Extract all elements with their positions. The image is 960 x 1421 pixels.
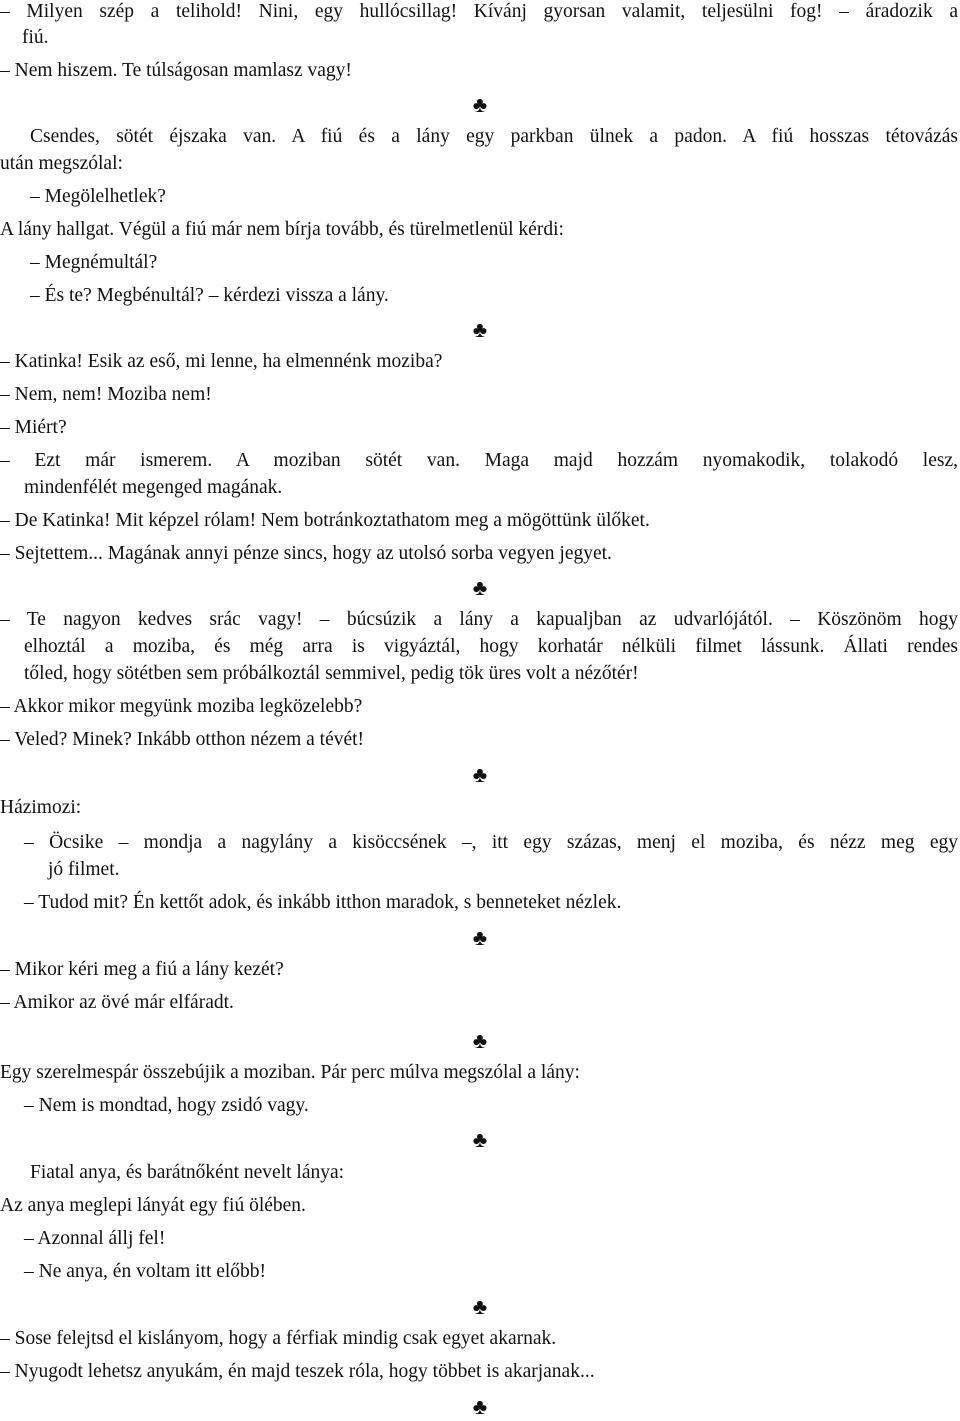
text-line: – Katinka! Esik az eső, mi lenne, ha elmennénk moziba?: [0, 351, 443, 372]
text-line: – Miért?: [0, 417, 67, 438]
text-line: A lány hallgat. Végül a fiú már nem bírja tovább, és türelmetlenül kérdi:: [0, 219, 564, 240]
text-line: – Nyugodt lehetsz anyukám, én majd teszek róla, hogy többet is akarjanak...: [0, 1361, 595, 1382]
club-separator-icon: ♣: [472, 1028, 488, 1053]
text-line: után megszólal:: [0, 153, 123, 174]
club-separator-icon: ♣: [472, 317, 488, 342]
text-line: – Sejtettem... Magának annyi pénze sincs, hogy az utolsó sorba vegyen jegyet.: [0, 543, 612, 564]
text-line: – Sose felejtsd el kislányom, hogy a férfiak mindig csak egyet akarnak.: [0, 1328, 557, 1349]
club-separator-icon: ♣: [472, 762, 488, 787]
club-separator-icon: ♣: [472, 92, 488, 117]
club-separator-icon: ♣: [472, 1294, 488, 1319]
text-line: tőled, hogy sötétben sem próbálkoztál semmivel, pedig tök üres volt a nézőtér!: [24, 663, 639, 684]
text-line: – Ne anya, én voltam itt előbb!: [24, 1261, 267, 1282]
text-line: – De Katinka! Mit képzel rólam! Nem botránkoztathatom meg a mögöttünk ülőket.: [0, 510, 650, 531]
club-separator-icon: ♣: [472, 575, 488, 600]
text-line: – Te nagyon kedves srác vagy! – búcsúzik a lány a kapualjban az udvarlójától. – Köszönöm hogy: [0, 609, 958, 630]
text-line: – Nem hiszem. Te túlságosan mamlasz vagy!: [0, 60, 352, 81]
club-separator-icon: ♣: [472, 1127, 488, 1152]
text-line: – Mikor kéri meg a fiú a lány kezét?: [0, 959, 284, 980]
text-line: Egy szerelmespár összebújik a moziban. Pár perc múlva megszólal a lány:: [0, 1062, 580, 1083]
text-line: – Nem is mondtad, hogy zsidó vagy.: [24, 1095, 309, 1116]
text-line: – Öcsike – mondja a nagylány a kisöccsének –, itt egy százas, menj el moziba, és nézz meg egy: [24, 832, 958, 853]
text-line: – És te? Megbénultál? – kérdezi vissza a lány.: [30, 285, 389, 306]
club-separator-icon: ♣: [472, 925, 488, 950]
club-separator-icon: ♣: [472, 1394, 488, 1419]
text-line: – Amikor az övé már elfáradt.: [0, 992, 234, 1013]
text-line: – Tudod mit? Én kettőt adok, és inkább itthon maradok, s benneteket nézlek.: [24, 892, 622, 913]
text-line: fiú.: [22, 27, 49, 48]
text-line: – Ezt már ismerem. A moziban sötét van. Maga majd hozzám nyomakodik, tolakodó lesz,: [0, 450, 958, 471]
text-line: Házimozi:: [0, 797, 82, 818]
text-line: elhoztál a moziba, és még arra is vigyáztál, hogy korhatár nélküli filmet lássunk. Állati rendes: [24, 636, 958, 657]
text-line: – Milyen szép a telihold! Nini, egy hullócsillag! Kívánj gyorsan valamit, teljesülni fog! – áradozik a: [0, 1, 958, 22]
text-line: jó filmet.: [48, 859, 120, 880]
text-line: – Veled? Minek? Inkább otthon nézem a tévét!: [0, 729, 365, 750]
text-line: – Nem, nem! Moziba nem!: [0, 384, 212, 405]
text-line: Fiatal anya, és barátnőként nevelt lánya:: [30, 1162, 345, 1183]
text-line: – Megnémultál?: [30, 252, 158, 273]
text-line: – Azonnal állj fel!: [24, 1228, 166, 1249]
text-line: Csendes, sötét éjszaka van. A fiú és a lány egy parkban ülnek a padon. A fiú hosszas tétovázás: [30, 126, 958, 147]
text-line: mindenfélét megenged magának.: [24, 477, 283, 498]
text-line: – Megölelhetlek?: [30, 186, 166, 207]
text-line: – Akkor mikor megyünk moziba legközelebb?: [0, 696, 363, 717]
text-line: Az anya meglepi lányát egy fiú ölében.: [0, 1195, 306, 1216]
